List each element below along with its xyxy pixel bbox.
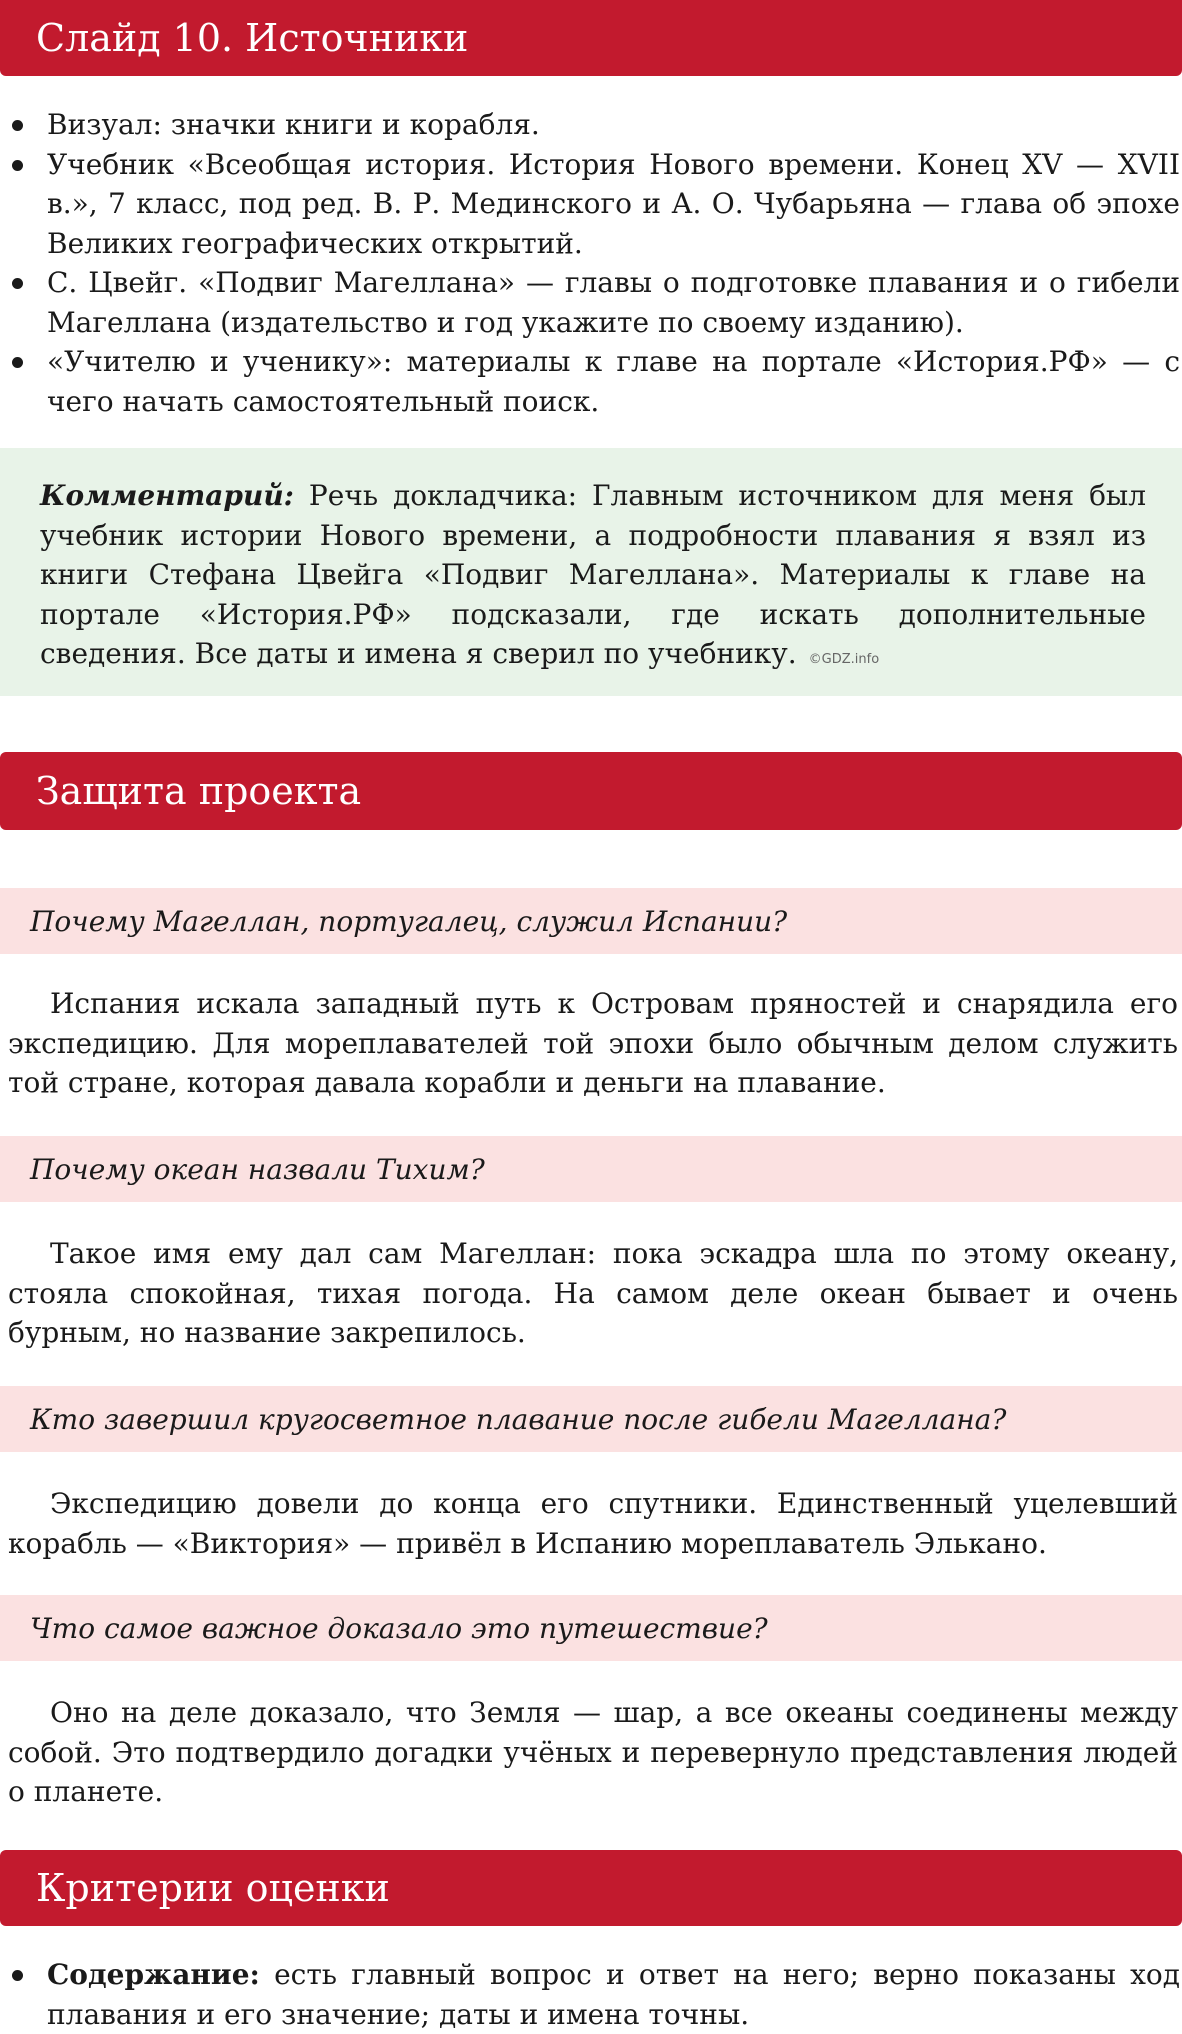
list-item-text: Учебник «Всеобщая история. История Нового времени. Конец XV — XVII в.», 7 класс, под ред. В. Р. Мединского и А. О. Чубарьяна — глава об эпохе Великих географических открытий.: [47, 147, 1180, 260]
section-header-defense: [0, 752, 1182, 830]
list-item-text: С. Цвейг. «Подвиг Магеллана» — главы о подготовке плавания и о гибели Магеллана (издательство и год укажите по своему изданию).: [47, 266, 1180, 339]
bullet-icon: [12, 1970, 23, 1981]
list-item-text: Визуал: значки книги и корабля.: [47, 108, 540, 141]
watermark-mark: ©GDZ.info: [808, 652, 880, 667]
comment-label: Комментарий:: [40, 479, 295, 512]
bullet-icon: [12, 160, 23, 171]
answer-text: Оно на деле доказало, что Земля — шар, а все океаны соединены между собой. Это подтвердило догадки учёных и перевернуло представления людей о планете.: [8, 1696, 1178, 1808]
question-box: [0, 1136, 1182, 1202]
list-item: [10, 1955, 1180, 2034]
criteria-list: [10, 1955, 1180, 2034]
section-title: Защита проекта: [36, 769, 362, 813]
list-item-text: «Учителю и ученику»: материалы к главе на портале «История.РФ» — с чего начать самостоятельный поиск.: [47, 345, 1180, 418]
question-text: Что самое важное доказало это путешествие?: [30, 1611, 768, 1645]
answer-text: Экспедицию довели до конца его спутники. Единственный уцелевший корабль — «Виктория» — привёл в Испанию мореплаватель Элькано.: [8, 1487, 1178, 1560]
question-box: [0, 1595, 1182, 1661]
criteria-label: Содержание:: [47, 1958, 260, 1991]
section-header-sources: [0, 0, 1182, 76]
list-item: [10, 145, 1180, 264]
question-text: Почему океан назвали Тихим?: [30, 1152, 485, 1186]
comment-text: Речь докладчика: Главным источником для меня был учебник истории Нового времени, а подробности плавания я взял из книги Стефана Цвейга «Подвиг Магеллана». Материалы к главе на портале «История.РФ» подсказали, где искать дополнительные сведения. Все даты и имена я сверил по учебнику.: [40, 479, 1146, 670]
list-item: [10, 263, 1180, 342]
comment-box: [0, 448, 1182, 696]
question-text: Кто завершил кругосветное плавание после гибели Магеллана?: [30, 1402, 1007, 1436]
section-title: Слайд 10. Источники: [36, 16, 469, 60]
bullet-icon: [12, 357, 23, 368]
question-box: [0, 1386, 1182, 1452]
answer-text: Такое имя ему дал сам Магеллан: пока эскадра шла по этому океану, стояла спокойная, тихая погода. На самом деле океан бывает и очень бурным, но название закрепилось.: [8, 1237, 1178, 1349]
list-item: [10, 105, 1180, 145]
question-box: [0, 888, 1182, 954]
question-text: Почему Магеллан, португалец, служил Испании?: [30, 904, 788, 938]
bullet-icon: [12, 120, 23, 131]
section-title: Критерии оценки: [36, 1866, 390, 1910]
answer-text: Испания искала западный путь к Островам пряностей и снарядила его экспедицию. Для мореплавателей той эпохи было обычным делом служить той стране, которая давала корабли и деньги на плавание.: [8, 987, 1178, 1099]
criteria-text: есть главный вопрос и ответ на него; верно показаны ход плавания и его значение; даты и имена точны.: [47, 1958, 1180, 2031]
list-item: [10, 342, 1180, 421]
sources-list: [10, 105, 1180, 421]
bullet-icon: [12, 278, 23, 289]
section-header-criteria: [0, 1850, 1182, 1926]
